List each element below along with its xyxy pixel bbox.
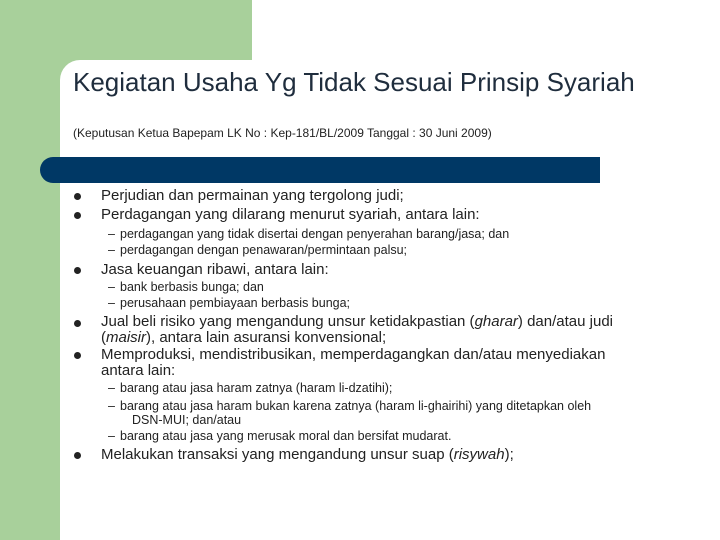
bullet-bribery bbox=[101, 447, 661, 463]
term-maisir: maisir bbox=[106, 329, 146, 346]
bullet-prohibited-trade: Perdagangan yang dilarang menurut syariah, antara lain: bbox=[101, 206, 480, 223]
text-segment: ), antara lain asuransi konvensional; bbox=[146, 329, 387, 346]
text-segment: Jual beli risiko yang mengandung unsur ketidakpastian ( bbox=[101, 313, 475, 330]
bullet-dot bbox=[74, 452, 81, 459]
slide-subtitle: (Keputusan Ketua Bapepam LK No : Kep-181/BL/2009 Tanggal : 30 Juni 2009) bbox=[73, 126, 492, 140]
term-gharar: gharar bbox=[474, 313, 518, 330]
bullet-dot bbox=[74, 267, 81, 274]
text-segment: antara lain: bbox=[101, 362, 176, 379]
sub-bullet-text: barang atau jasa yang merusak moral dan bersifat mudarat. bbox=[120, 429, 452, 443]
dash: – bbox=[108, 429, 115, 443]
sub-bullet-text: barang atau jasa haram bukan karena zatnya (haram li-ghairihi) yang ditetapkan oleh bbox=[120, 399, 592, 413]
bullet-dot bbox=[74, 193, 81, 200]
sub-bullet-interest-bank bbox=[108, 280, 668, 294]
sub-bullet-text: perdagangan yang tidak disertai dengan penyerahan barang/jasa; dan bbox=[120, 227, 510, 241]
sub-bullet-immoral bbox=[108, 429, 668, 443]
bullet-gambling: Perjudian dan permainan yang tergolong judi; bbox=[101, 187, 404, 204]
bullet-dot bbox=[74, 352, 81, 359]
dash: – bbox=[108, 399, 115, 413]
sub-bullet-text: barang atau jasa haram zatnya (haram li-dzatihi); bbox=[120, 381, 393, 395]
sub-bullet-haram-substance bbox=[108, 381, 668, 395]
sub-bullet-haram-other bbox=[108, 399, 668, 427]
text-segment: Melakukan transaksi yang mengandung unsur suap ( bbox=[101, 446, 454, 463]
bullet-haram-goods bbox=[101, 347, 661, 379]
bullet-dot bbox=[74, 320, 81, 327]
dash: – bbox=[108, 296, 115, 310]
text-segment: Memproduksi, mendistribusikan, memperdagangkan dan/atau menyediakan bbox=[101, 346, 606, 363]
bullet-dot bbox=[74, 212, 81, 219]
sub-bullet-text: perdagangan dengan penawaran/permintaan palsu; bbox=[120, 243, 408, 257]
sub-bullet-text: bank berbasis bunga; dan bbox=[120, 280, 264, 294]
slide-title: Kegiatan Usaha Yg Tidak Sesuai Prinsip Syariah bbox=[73, 67, 635, 97]
dash: – bbox=[108, 243, 115, 257]
text-segment: ); bbox=[504, 446, 514, 463]
term-risywah: risywah bbox=[453, 446, 505, 463]
dash: – bbox=[108, 381, 115, 395]
bullet-usury-finance: Jasa keuangan ribawi, antara lain: bbox=[101, 261, 329, 278]
text-segment: ( bbox=[101, 329, 106, 346]
text-segment: ) dan/atau judi bbox=[517, 313, 613, 330]
bullet-risk-trading bbox=[101, 314, 661, 346]
sub-bullet-text: perusahaan pembiayaan berbasis bunga; bbox=[120, 296, 351, 310]
sub-bullet-fake-offer bbox=[108, 243, 668, 257]
sub-bullet-no-delivery bbox=[108, 227, 668, 241]
sub-bullet-text: DSN-MUI; dan/atau bbox=[132, 413, 242, 427]
dash: – bbox=[108, 280, 115, 294]
sub-bullet-interest-finance bbox=[108, 296, 668, 310]
dash: – bbox=[108, 227, 115, 241]
